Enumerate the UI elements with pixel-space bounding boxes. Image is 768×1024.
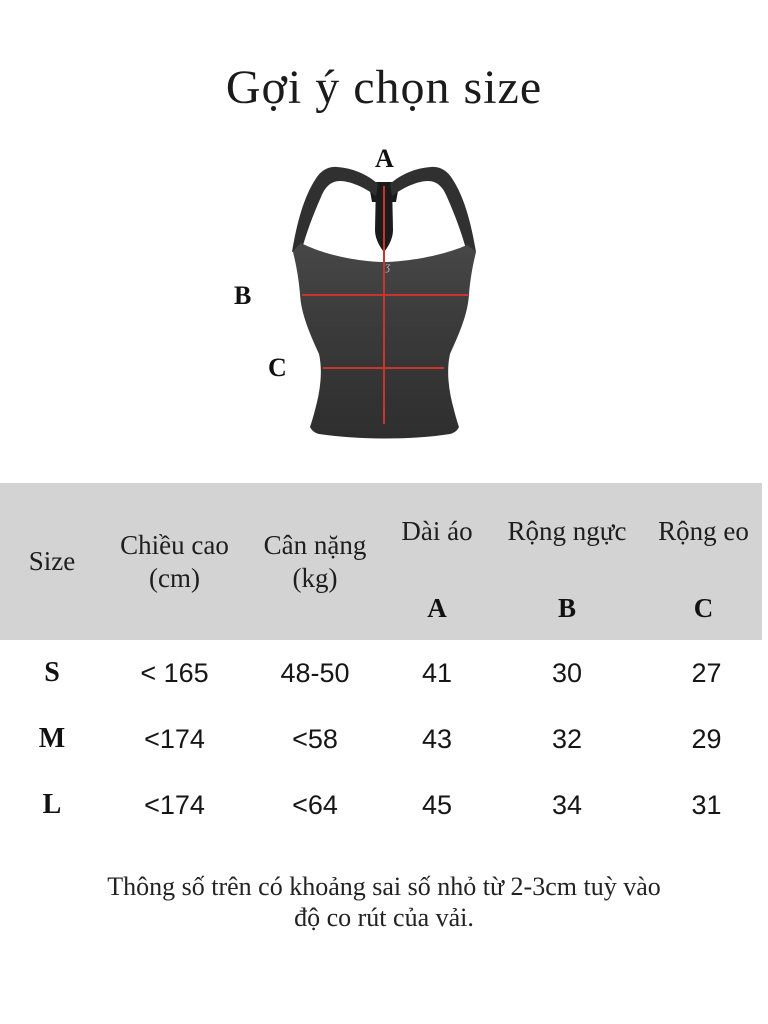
cell-height: <174 [144, 789, 205, 820]
tank-strap-right [390, 167, 476, 252]
header-weight-label: Cân nặng [263, 529, 367, 560]
header-waist [645, 483, 762, 640]
tank-top-illustration [200, 140, 580, 460]
cell-chest: 30 [551, 657, 583, 688]
tank-strap-left [292, 167, 378, 252]
header-height-unit: (cm) [149, 562, 200, 593]
header-length-label: Dài áo [401, 516, 473, 546]
footnote-line-2: độ co rút của vải. [294, 903, 474, 932]
header-length-key: A [427, 593, 447, 623]
header-chest-label: Rộng ngực [507, 516, 627, 546]
size-table [0, 483, 768, 820]
cell-weight: <64 [292, 789, 338, 820]
cell-waist: 27 [691, 657, 722, 688]
header-size-label: Size [28, 546, 76, 576]
cell-size: M [38, 723, 66, 754]
header-waist-label: Rộng eo [658, 516, 749, 546]
cell-size: S [44, 657, 60, 688]
table-row-m [0, 706, 768, 772]
brand-logo: ʒ [385, 259, 391, 273]
cell-length: 43 [421, 723, 453, 754]
header-size [0, 483, 104, 640]
cell-size: L [42, 789, 62, 820]
header-weight-unit: (kg) [292, 562, 338, 593]
measure-label-c: C [268, 353, 287, 382]
header-chest-key: B [557, 593, 576, 623]
cell-length: 45 [421, 789, 453, 820]
cell-height: <174 [144, 723, 205, 754]
cell-height: < 165 [140, 657, 209, 688]
cell-weight: 48-50 [280, 657, 350, 688]
header-length [385, 483, 489, 640]
header-height-label: Chiều cao [120, 529, 229, 560]
page-title: Gợi ý chọn size [225, 61, 543, 114]
size-table-body [0, 640, 768, 838]
measure-label-a: A [375, 144, 394, 173]
cell-length: 41 [421, 657, 453, 688]
tank-top-size-diagram [200, 140, 580, 460]
cell-weight: <58 [292, 723, 338, 754]
measure-label-b: B [234, 281, 252, 310]
header-chest [489, 483, 645, 640]
cell-chest: 34 [551, 789, 583, 820]
header-height [104, 483, 245, 640]
header-waist-key: C [693, 593, 714, 623]
size-table-header [0, 483, 762, 640]
table-row-s [0, 640, 768, 706]
table-row-l [0, 772, 768, 838]
header-weight [245, 483, 385, 640]
cell-chest: 32 [551, 723, 583, 754]
footnote-line-1: Thông số trên có khoảng sai số nhỏ từ 2-3cm tuỳ vào [107, 872, 661, 901]
cell-waist: 31 [691, 789, 722, 820]
footnote [0, 871, 768, 933]
cell-waist: 29 [691, 723, 722, 754]
